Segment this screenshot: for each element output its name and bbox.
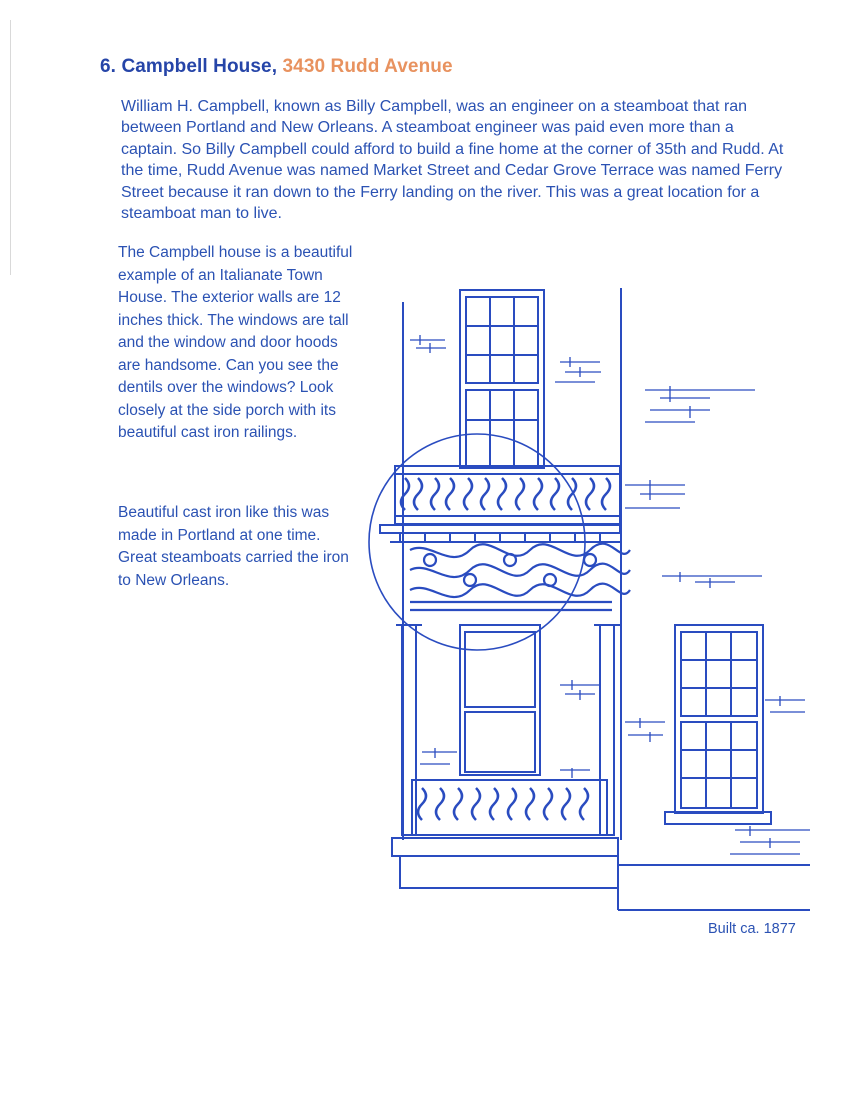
brick-marks xyxy=(410,335,810,854)
scan-edge-line xyxy=(10,20,11,275)
house-address: 3430 Rudd Avenue xyxy=(282,56,453,77)
section-number: 6. xyxy=(100,56,117,77)
upper-window xyxy=(460,290,544,468)
porch-base xyxy=(392,838,618,888)
house-name: Campbell House, xyxy=(121,56,278,77)
lower-balcony-railing xyxy=(412,780,607,835)
side-window xyxy=(665,625,771,824)
built-date-caption: Built ca. 1877 xyxy=(708,921,796,937)
upper-balcony-railing xyxy=(395,466,620,524)
intro-paragraph: William H. Campbell, known as Billy Campbell, was an engineer on a steamboat that ran between Portland and New Orleans. A steamboat engineer was paid even more than a captain. So Billy Campbell could afford to build a fine home at the corner of 35th and Rudd. At the time, Rudd Avenue was named Market Street and Cedar Grove Terrace was named Ferry Street because it ran down to the Ferry landing on the river. This was a great location for a steamboat man to live. xyxy=(121,98,784,223)
porch-columns xyxy=(396,625,620,835)
house-illustration xyxy=(350,280,820,920)
architecture-paragraph: The Campbell house is a beautiful example of an Italianate Town House. The exterior walls are 12 inches thick. The windows are tall and the window and door hoods are handsome. Can you see the dentils over the windows? Look closely at the side porch with its beautiful cast iron railings. xyxy=(118,244,353,441)
cast-iron-paragraph: Beautiful cast iron like this was made in Portland at one time. Great steamboats carried the iron to New Orleans. xyxy=(118,504,349,589)
section-heading xyxy=(100,56,453,78)
cast-iron-frieze xyxy=(410,544,630,610)
